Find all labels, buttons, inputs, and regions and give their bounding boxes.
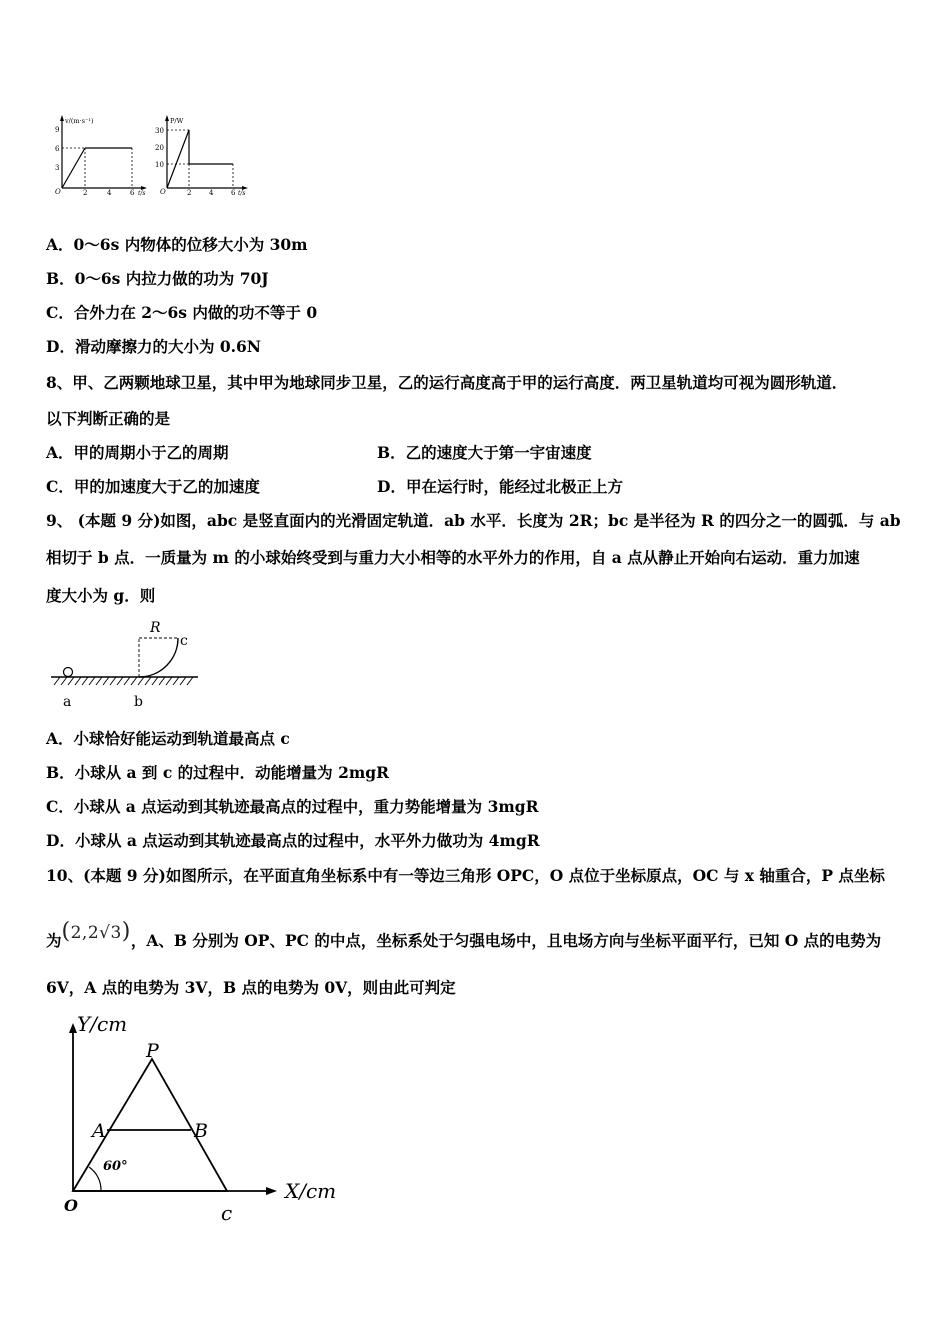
q10-stem-prefix: 为 (46, 931, 62, 950)
v-xlabel: t/s (138, 190, 146, 196)
q9-stem-line2: 相切于 b 点．一质量为 m 的小球始终受到与重力大小相等的水平外力的作用，自 a 点从静止开始向右运动．重力加速 (46, 548, 860, 567)
triangle-svg (55, 1015, 355, 1230)
triangle-diagram (55, 1015, 355, 1230)
label-p: P (146, 1040, 159, 1062)
label-b-point: B (194, 1120, 208, 1142)
label-r: R (150, 620, 161, 636)
p-xtick-6: 6 (231, 189, 236, 196)
q7-option-c[interactable]: C．合外力在 2～6s 内做的功不等于 0 (46, 303, 318, 322)
label-o: O (64, 1196, 78, 1215)
v-xtick-4: 4 (107, 189, 112, 196)
label-b: b (134, 694, 143, 710)
label-a: a (63, 694, 72, 710)
y-axis-label: Y/cm (77, 1015, 128, 1036)
q7-option-a[interactable]: A．0～6s 内物体的位移大小为 30m (46, 235, 308, 254)
q7-option-b[interactable]: B．0～6s 内拉力做的功为 70J (46, 269, 269, 288)
q10-stem-suffix: ，A、B 分别为 OP、PC 的中点，坐标系处于匀强电场中，且电场方向与坐标平面平行，已知 O 点的电势为 (130, 931, 882, 950)
p-xtick-2: 2 (187, 189, 192, 196)
track-svg (46, 615, 206, 711)
q9-stem-line1: 9、 (本题 9 分)如图，abc 是竖直面内的光滑固定轨道．ab 水平．长度为 2R；bc 是半径为 R 的四分之一的圆弧．与 ab (46, 511, 901, 530)
label-c-point: c (221, 1201, 233, 1225)
p-tick-10: 10 (155, 161, 164, 169)
v-origin: O (55, 188, 61, 196)
velocity-time-graph (52, 112, 152, 196)
label-a-point: A (92, 1120, 106, 1142)
power-graph-svg (152, 112, 252, 196)
p-origin: O (160, 188, 166, 196)
p-tick-20: 20 (155, 144, 164, 152)
q9-stem-line3: 度大小为 g．则 (46, 586, 156, 605)
track-diagram (46, 615, 206, 711)
p-xtick-4: 4 (209, 189, 214, 196)
q8-option-d[interactable]: D．甲在运行时，能经过北极正上方 (377, 477, 623, 496)
v-tick-3: 3 (55, 164, 60, 172)
label-c: c (180, 633, 188, 649)
q8-stem-line1: 8、甲、乙两颗地球卫星，其中甲为地球同步卫星，乙的运行高度高于甲的运行高度．两卫星轨道均可视为圆形轨道． (46, 373, 848, 392)
q9-option-d[interactable]: D．小球从 a 点运动到其轨迹最高点的过程中，水平外力做功为 4mgR (46, 831, 540, 850)
p-coordinate: (2,2√3) (61, 919, 131, 944)
q9-option-a[interactable]: A．小球恰好能运动到轨道最高点 c (46, 729, 290, 748)
velocity-graph-svg (52, 112, 152, 196)
v-xtick-6: 6 (130, 189, 135, 196)
q8-option-b[interactable]: B．乙的速度大于第一宇宙速度 (377, 443, 592, 462)
angle-label: 60° (103, 1159, 128, 1174)
p-tick-30: 30 (155, 127, 164, 135)
coordinate-value: 2,2√3 (70, 923, 122, 943)
p-xlabel: t/s (238, 190, 246, 196)
q9-option-c[interactable]: C．小球从 a 点运动到其轨迹最高点的过程中，重力势能增量为 3mgR (46, 797, 539, 816)
q10-stem-line3: 6V，A 点的电势为 3V，B 点的电势为 0V，则由此可判定 (46, 978, 456, 997)
power-time-graph (152, 112, 252, 196)
v-tick-6: 6 (55, 145, 60, 153)
q8-option-c[interactable]: C．甲的加速度大于乙的加速度 (46, 477, 260, 496)
v-axis-label: v/(m·s⁻¹) (65, 117, 94, 125)
q8-stem-line2: 以下判断正确的是 (46, 409, 171, 428)
q7-option-d[interactable]: D．滑动摩擦力的大小为 0.6N (46, 337, 261, 356)
v-xtick-2: 2 (83, 189, 88, 196)
q10-stem-line1: 10、(本题 9 分)如图所示，在平面直角坐标系中有一等边三角形 OPC，O 点位于坐标原点，OC 与 x 轴重合，P 点坐标 (46, 866, 885, 885)
v-tick-9: 9 (55, 126, 60, 134)
q10-stem-line2 (46, 919, 882, 951)
p-axis-label: P/W (170, 117, 184, 125)
q8-option-a[interactable]: A．甲的周期小于乙的周期 (46, 443, 229, 462)
ball (64, 668, 73, 677)
x-axis-label: X/cm (285, 1179, 337, 1203)
q9-option-b[interactable]: B．小球从 a 到 c 的过程中．动能增量为 2mgR (46, 763, 389, 782)
